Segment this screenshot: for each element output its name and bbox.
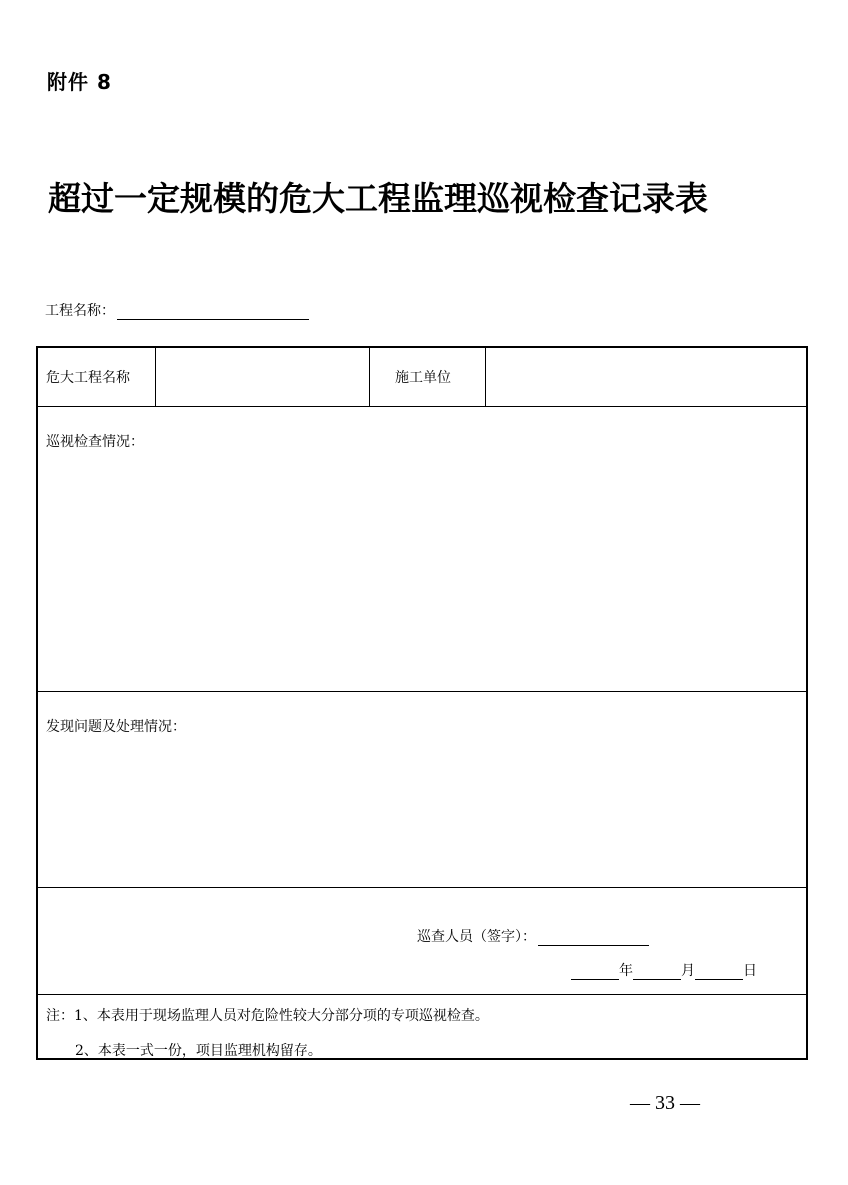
hazard-project-label: 危大工程名称	[38, 348, 156, 406]
inspection-record-form	[36, 346, 808, 1060]
note-line-2: 2、本表一式一份，项目监理机构留存。	[75, 1043, 322, 1059]
month-label: 月	[681, 963, 695, 979]
page-number: — 33 —	[630, 1092, 700, 1114]
year-field[interactable]	[571, 963, 619, 980]
inspection-label: 巡视检查情况：	[46, 434, 144, 450]
year-label: 年	[619, 963, 633, 979]
date-line	[571, 960, 757, 980]
issues-label: 发现问题及处理情况：	[46, 719, 186, 735]
day-label: 日	[743, 963, 757, 979]
inspector-signature-line	[417, 926, 649, 946]
issues-section[interactable]	[38, 692, 806, 888]
notes-section	[38, 995, 806, 1060]
document-title: 超过一定规模的危大工程监理巡视检查记录表	[48, 179, 708, 218]
construction-unit-label: 施工单位	[370, 348, 486, 406]
month-field[interactable]	[633, 963, 681, 980]
day-field[interactable]	[695, 963, 743, 980]
header-row	[38, 348, 806, 407]
inspector-signature-field[interactable]	[538, 929, 649, 946]
project-name-label: 工程名称：	[45, 303, 115, 319]
attachment-label: 附件 8	[47, 70, 112, 94]
note-line-1: 注：1、本表用于现场监理人员对危险性较大分部分项的专项巡视检查。	[46, 1008, 489, 1024]
inspector-label: 巡查人员（签字）：	[417, 929, 536, 945]
hazard-project-field[interactable]	[156, 348, 370, 406]
project-name-line	[45, 300, 309, 320]
signature-section	[38, 888, 806, 995]
construction-unit-field[interactable]	[486, 348, 808, 406]
project-name-field[interactable]	[117, 303, 309, 320]
inspection-section[interactable]	[38, 407, 806, 692]
